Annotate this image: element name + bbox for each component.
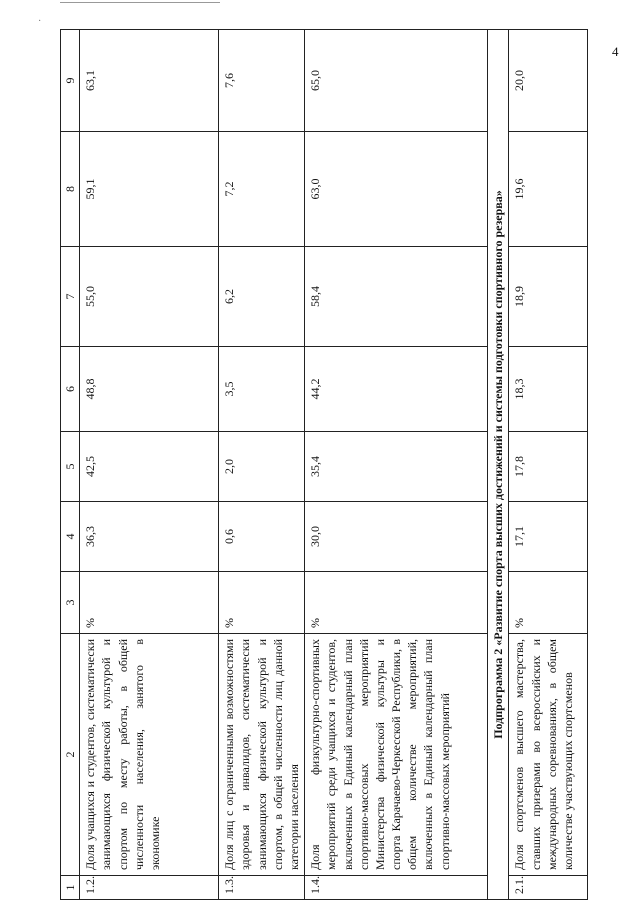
top-rule [60, 2, 220, 3]
row-value: 48,8 [80, 347, 219, 432]
row-value: 0,6 [219, 502, 305, 572]
row-description: Доля лиц с ограниченными возможностями здоровья и инвалидов, систематически занимающихся физической культурой и спортом, в общей численности лиц данной категории населения [219, 634, 305, 876]
row-description: Доля учащихся и студентов, систематически занимающихся физической культурой и спортом по месту работы, в общей численности населения, занятого в экономике [80, 634, 219, 876]
row-value: 58,4 [305, 247, 488, 347]
col-header: 7 [61, 247, 80, 347]
row-value: 20,0 [509, 30, 588, 132]
row-unit: % [305, 572, 488, 634]
row-value: 7,6 [219, 30, 305, 132]
col-header: 6 [61, 347, 80, 432]
row-value: 6,2 [219, 247, 305, 347]
row-value: 17,1 [509, 502, 588, 572]
row-value: 17,8 [509, 432, 588, 502]
row-number: 2.1. [509, 876, 588, 900]
row-value: 3,5 [219, 347, 305, 432]
rotated-table-wrapper [60, 30, 575, 900]
subprogram-row [488, 30, 509, 900]
row-value: 2,0 [219, 432, 305, 502]
col-header: 2 [61, 634, 80, 876]
row-value: 36,3 [80, 502, 219, 572]
row-value: 18,3 [509, 347, 588, 432]
table-row [305, 30, 488, 900]
row-value: 55,0 [80, 247, 219, 347]
row-description: Доля физкультурно-спортивных мероприятий среди учащихся и студентов, включенных в Единый календарный план спортивно-массовых мероприятий Министерства физической культуры и спорта Карачаево-Черкесской Республики, в общем количестве мероприятий, включенных в Единый календарный план спортивно-массовых мероприятий [305, 634, 488, 876]
subprogram-title: Подпрограмма 2 «Развитие спорта высших достижений и системы подготовки спортивного резерва» [488, 30, 509, 900]
row-value: 42,5 [80, 432, 219, 502]
row-value: 63,1 [80, 30, 219, 132]
col-header: 3 [61, 572, 80, 634]
table-row [509, 30, 588, 900]
row-value: 19,6 [509, 132, 588, 247]
row-description: Доля спортсменов высшего мастерства, ставших призерами во всероссийских и международных соревнованиях, в общем количестве участвующих спортсменов [509, 634, 588, 876]
row-number: 1.2. [80, 876, 219, 900]
col-header: 9 [61, 30, 80, 132]
row-unit: % [509, 572, 588, 634]
row-value: 63,0 [305, 132, 488, 247]
indicators-table [60, 29, 588, 900]
scan-mark: · [38, 16, 42, 27]
table-row [80, 30, 219, 900]
page-number: 4 [612, 44, 619, 59]
row-number: 1.3. [219, 876, 305, 900]
header-row [61, 30, 80, 900]
col-header: 5 [61, 432, 80, 502]
col-header: 1 [61, 876, 80, 900]
row-value: 7,2 [219, 132, 305, 247]
row-value: 18,9 [509, 247, 588, 347]
row-number: 1.4. [305, 876, 488, 900]
row-value: 35,4 [305, 432, 488, 502]
row-unit: % [219, 572, 305, 634]
col-header: 4 [61, 502, 80, 572]
col-header: 8 [61, 132, 80, 247]
row-value: 30,0 [305, 502, 488, 572]
row-value: 44,2 [305, 347, 488, 432]
row-value: 65,0 [305, 30, 488, 132]
row-value: 59,1 [80, 132, 219, 247]
table-row [219, 30, 305, 900]
row-unit: % [80, 572, 219, 634]
